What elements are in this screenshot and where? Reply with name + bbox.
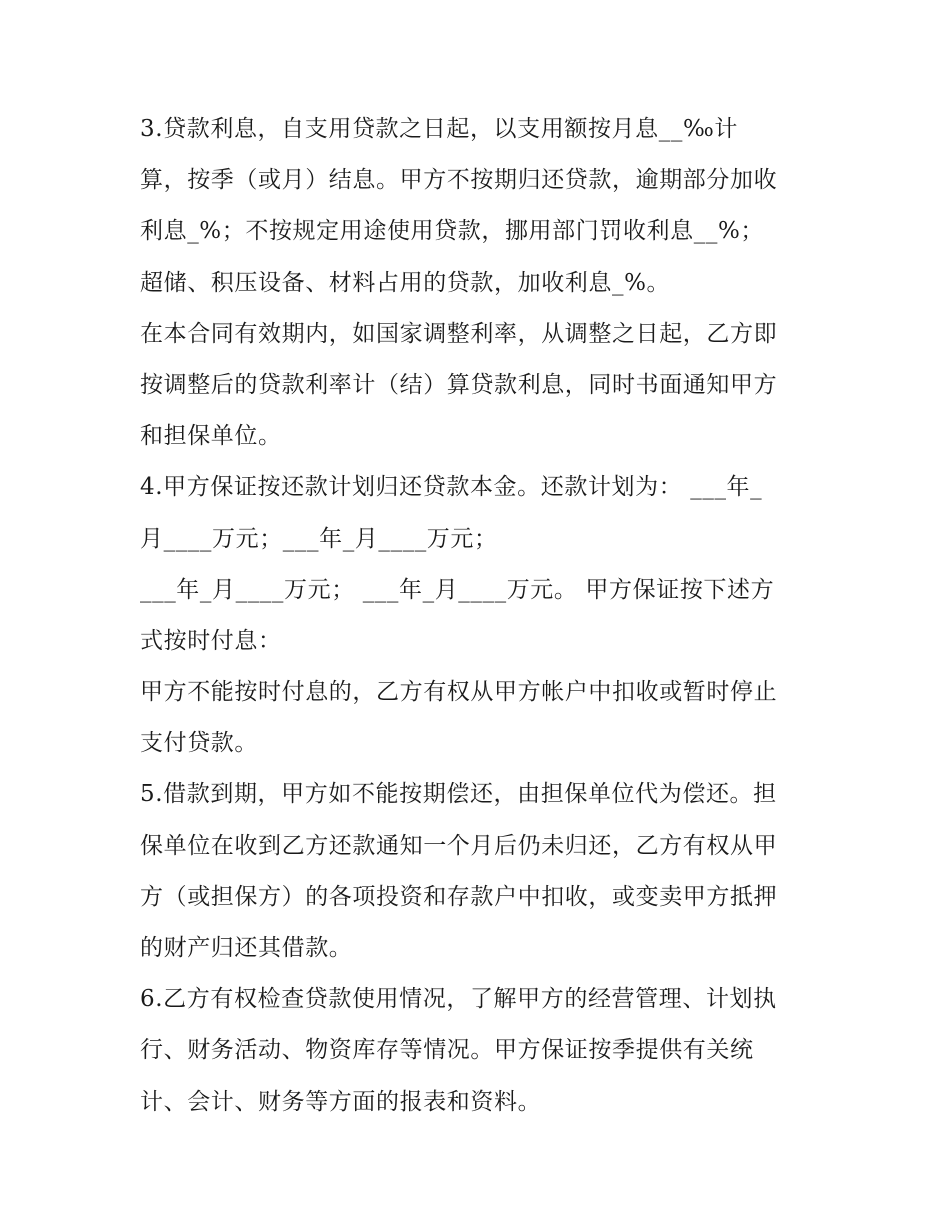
text-line: 甲方不能按时付息的，乙方有权从甲方帐户中扣收或暂时停止: [140, 679, 778, 706]
text-line: 按调整后的贷款利率计（结）算贷款利息，同时书面通知甲方: [140, 371, 778, 398]
text-line: 算，按季（或月）结息。甲方不按期归还贷款，逾期部分加收: [140, 167, 778, 194]
text-line: 6.乙方有权检查贷款使用情况，了解甲方的经营管理、计划执: [140, 986, 777, 1013]
text-line: 4.甲方保证按还款计划归还贷款本金。还款计划为： ___年_: [140, 474, 763, 501]
text-line: 支付贷款。: [140, 730, 258, 757]
text-line: 计、会计、财务等方面的报表和资料。: [140, 1088, 542, 1115]
text-line: 的财产归还其借款。: [140, 935, 353, 961]
text-line: 在本合同有效期内，如国家调整利率，从调整之日起，乙方即: [140, 320, 778, 347]
document-body: [140, 104, 820, 1128]
text-line: 保单位在收到乙方还款通知一个月后仍未归还，乙方有权从甲: [140, 832, 778, 859]
text-line: 利息_%；不按规定用途使用贷款，挪用部门罚收利息__%；: [140, 218, 765, 245]
text-line: 超储、积压设备、材料占用的贷款，加收利息_%。: [140, 269, 671, 296]
text-line: 月____万元；___年_月____万元；: [140, 525, 498, 552]
text-line: ___年_月____万元； ___年_月____万元。 甲方保证按下述方: [140, 576, 775, 603]
text-line: 行、财务活动、物资库存等情况。甲方保证按季提供有关统: [140, 1037, 754, 1064]
text-line: 和担保单位。: [140, 423, 282, 450]
text-line: 5.借款到期，甲方如不能按期偿还，由担保单位代为偿还。担: [140, 781, 777, 808]
text-line: 3.贷款利息，自支用贷款之日起，以支用额按月息__‰计: [140, 116, 739, 142]
text-line: 式按时付息：: [140, 627, 282, 654]
text-line: 方（或担保方）的各项投资和存款户中扣收，或变卖甲方抵押: [140, 883, 778, 910]
